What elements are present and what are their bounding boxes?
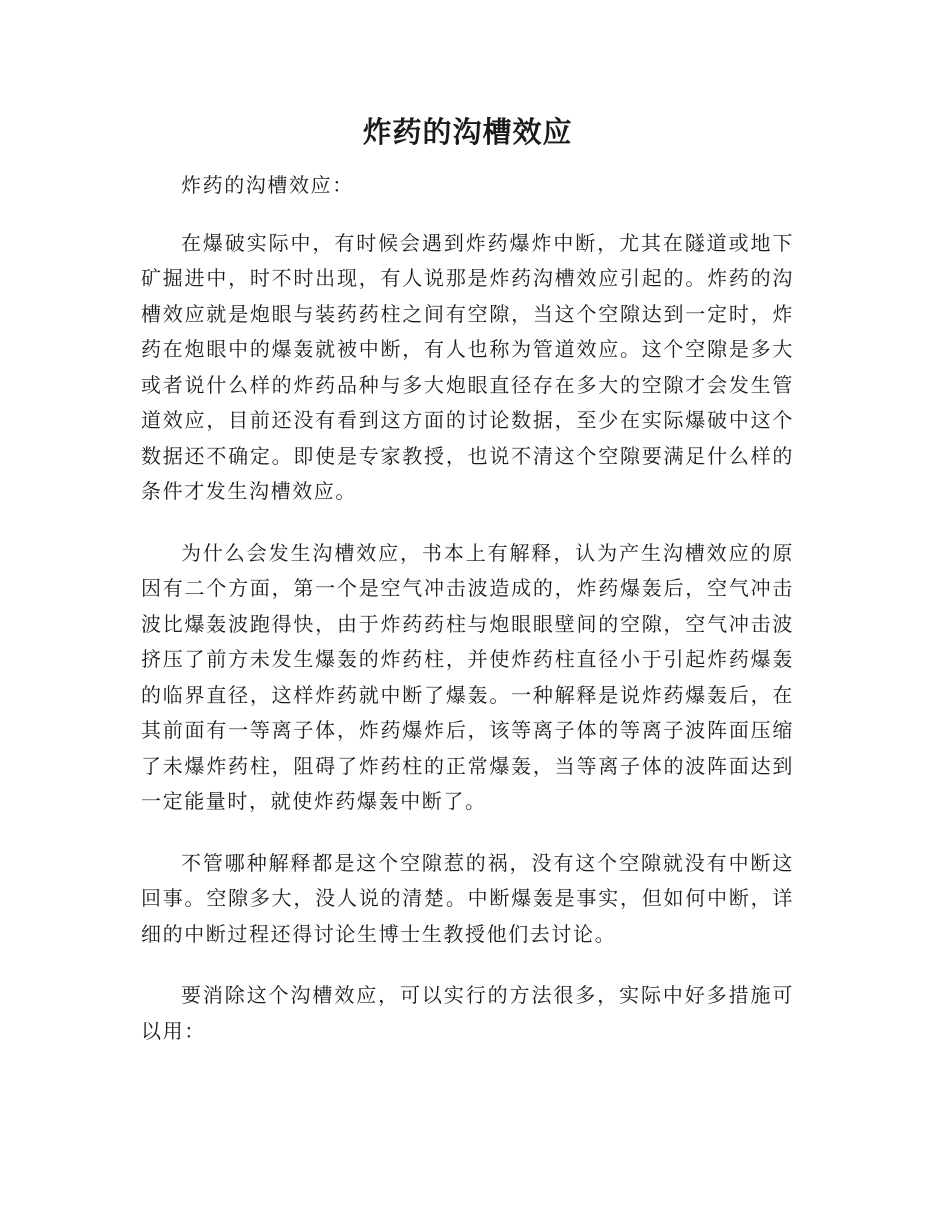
paragraph-cause: 不管哪种解释都是这个空隙惹的祸，没有这个空隙就没有中断这回事。空隙多大，没人说的清楚。中断爆轰是事实，但如何中断，详细的中断过程还得讨论生博士生教授他们去讨论。 xyxy=(141,850,794,946)
paragraph-explanation: 为什么会发生沟槽效应，书本上有解释，认为产生沟槽效应的原因有二个方面，第一个是空气冲击波造成的，炸药爆轰后，空气冲击波比爆轰波跑得快，由于炸药药柱与炮眼眼壁间的空隙，空气冲击波挤压了前方未发生爆轰的炸药柱，并使炸药柱直径小于引起炸药爆轰的临界直径，这样炸药就中断了爆轰。一种解释是说炸药爆轰后，在其前面有一等离子体，炸药爆炸后，该等离子体的等离子波阵面压缩了未爆炸药柱，阻碍了炸药柱的正常爆轰，当等离子体的波阵面达到一定能量时，就使炸药爆轰中断了。 xyxy=(141,540,794,813)
paragraph-definition: 在爆破实际中，有时候会遇到炸药爆炸中断，尤其在隧道或地下矿掘进中，时不时出现，有人说那是炸药沟槽效应引起的。炸药的沟槽效应就是炮眼与装药药柱之间有空隙，当这个空隙达到一定时，炸药在炮眼中的爆轰就被中断，有人也称为管道效应。这个空隙是多大或者说什么样的炸药品种与多大炮眼直径存在多大的空隙才会发生管道效应，目前还没有看到这方面的讨论数据，至少在实际爆破中这个数据还不确定。即使是专家教授，也说不清这个空隙要满足什么样的条件才发生沟槽效应。 xyxy=(141,230,794,503)
document-title: 炸药的沟槽效应 xyxy=(362,115,573,149)
paragraph-solutions: 要消除这个沟槽效应，可以实行的方法很多，实际中好多措施可以用： xyxy=(141,983,794,1043)
paragraph-intro: 炸药的沟槽效应： xyxy=(181,173,354,197)
